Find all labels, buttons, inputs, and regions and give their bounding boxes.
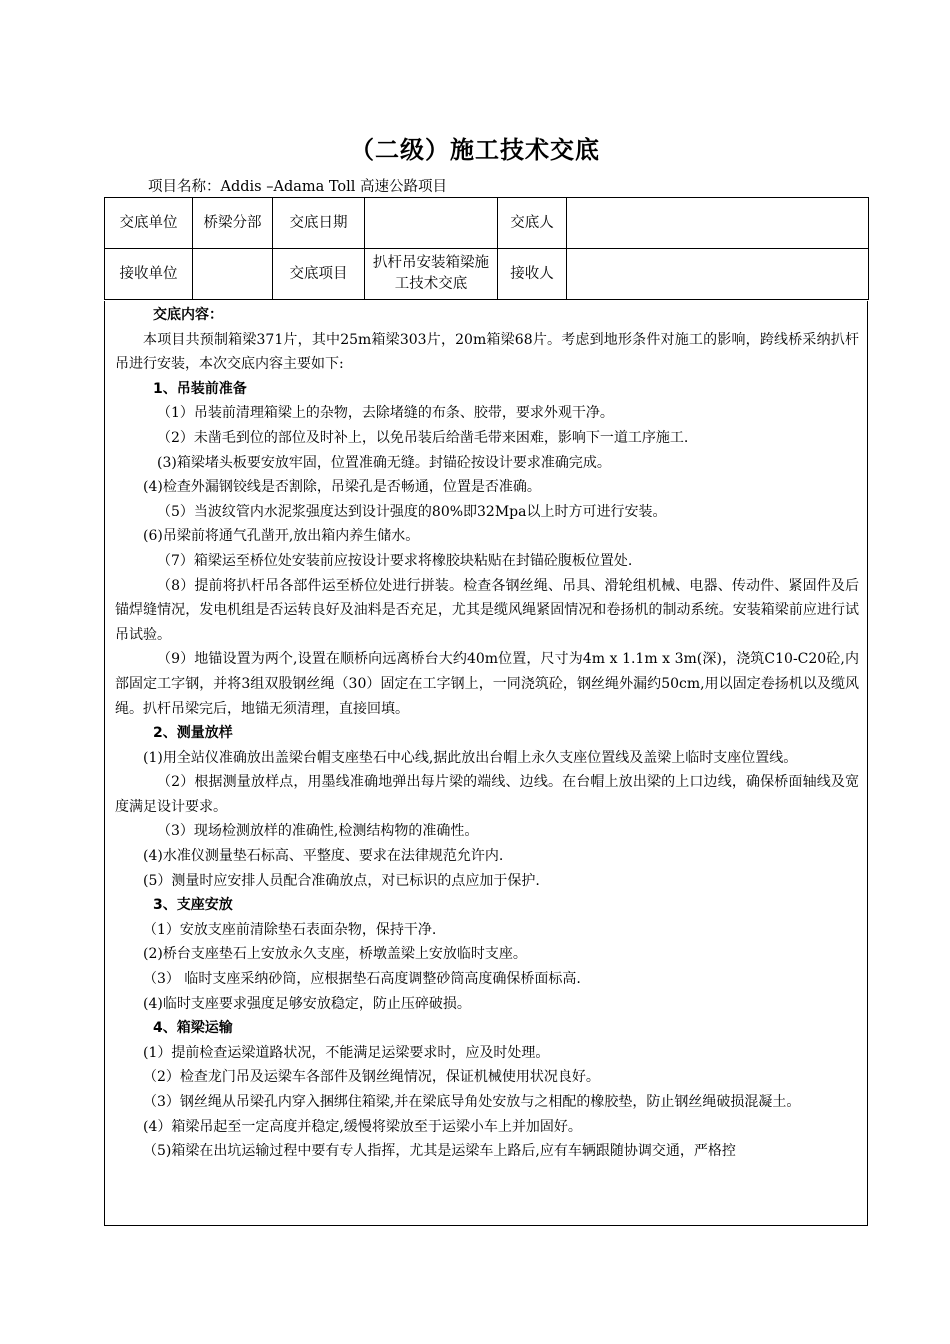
list-item: （8）提前将扒杆吊各部件运至桥位处进行拼装。检查各钢丝绳、吊具、滑轮组机械、电器、传动件、紧固件及后锚焊缝情况，发电机组是否运转良好及油料是否充足，尤其是缆风绳紧固情况和卷扬机的制动系统。安装箱梁前应进行试吊试验。	[115, 577, 859, 643]
value-date	[365, 198, 498, 249]
value-item: 扒杆吊安装箱梁施工技术交底	[365, 249, 498, 300]
section-title: 2、测量放样	[153, 725, 233, 742]
value-receiving-unit	[193, 249, 273, 300]
label-issuer: 交底人	[498, 198, 567, 249]
label-receiver: 接收人	[498, 249, 567, 300]
list-item: （2）根据测量放样点，用墨线准确地弹出每片梁的端线、边线。在台帽上放出梁的上口边线，确保桥面轴线及宽度满足设计要求。	[115, 774, 859, 815]
list-item: （9）地锚设置为两个,设置在顺桥向远离桥台大约40m位置，尺寸为4m x 1.1m x 3m(深)，浇筑C10-C20砼,内部固定工字钢，并将3组双股钢丝绳（30）固定在工字钢上，一同浇筑砼，钢丝绳外漏约50cm,用以固定卷扬机以及缆风绳。扒杆吊梁完后，地锚无须清理，直接回填。	[115, 651, 859, 717]
list-item: (2)桥台支座垫石上安放永久支座，桥墩盖梁上安放临时支座。	[143, 946, 527, 963]
list-item: （3） 临时支座采纳砂筒，应根据垫石高度调整砂筒高度确保桥面标高.	[143, 971, 581, 988]
header-table	[104, 197, 869, 300]
list-item: （7）箱梁运至桥位处安装前应按设计要求将橡胶块粘贴在封锚砼腹板位置处.	[157, 552, 633, 569]
label-receiving-unit: 接收单位	[105, 249, 193, 300]
list-item: （1）吊装前清理箱梁上的杂物，去除堵缝的布条、胶带，要求外观干净。	[157, 405, 614, 422]
document-title: （二级）施工技术交底	[350, 135, 600, 164]
list-item: （5）当波纹管内水泥浆强度达到设计强度的80%即32Mpa以上时方可进行安装。	[157, 503, 667, 520]
list-item: (4)水准仪测量垫石标高、平整度、要求在法律规范允许内.	[143, 848, 504, 865]
value-receiver	[567, 249, 869, 300]
list-item: (5）测量时应安排人员配合准确放点，对已标识的点应加于保护.	[143, 872, 540, 889]
section-title: 1、吊装前准备	[153, 380, 247, 397]
list-item: （5)箱梁在出坑运输过程中要有专人指挥，尤其是运梁车上路后,应有车辆跟随协调交通，严格控	[143, 1143, 736, 1160]
label-item: 交底项目	[273, 249, 365, 300]
list-item: （1）安放支座前清除垫石表面杂物，保持干净.	[143, 921, 437, 938]
list-item: (1)用全站仪准确放出盖梁台帽支座垫石中心线,据此放出台帽上永久支座位置线及盖梁上临时支座位置线。	[143, 749, 798, 766]
list-item: （2）检查龙门吊及运梁车各部件及钢丝绳情况，保证机械使用状况良好。	[143, 1069, 600, 1086]
label-date: 交底日期	[273, 198, 365, 249]
table-row	[105, 198, 869, 249]
content-body	[104, 301, 868, 1226]
list-item: （3）现场检测放样的准确性,检测结构物的准确性。	[157, 823, 479, 840]
list-item: (4)检查外漏钢铰线是否割除，吊梁孔是否畅通，位置是否准确。	[143, 479, 541, 496]
list-item: (4）箱梁吊起至一定高度并稳定,缓慢将梁放至于运梁小车上并加固好。	[143, 1118, 582, 1135]
list-item: (4)临时支座要求强度足够安放稳定，防止压碎破损。	[143, 995, 471, 1012]
project-name: 项目名称：Addis –Adama Toll 高速公路项目	[148, 179, 448, 195]
label-issuing-unit: 交底单位	[105, 198, 193, 249]
intro-paragraph: 本项目共预制箱梁371片，其中25m箱梁303片，20m箱梁68片。考虑到地形条件对施工的影响，跨线桥采纳扒杆吊进行安装，本次交底内容主要如下:	[115, 331, 859, 373]
list-item: （2）未凿毛到位的部位及时补上，以免吊装后给凿毛带来困难，影响下一道工序施工.	[157, 429, 689, 446]
list-item: （3）钢丝绳从吊梁孔内穿入捆绑住箱梁,并在梁底导角处安放与之相配的橡胶垫，防止钢丝绳破损混凝土。	[143, 1094, 801, 1110]
list-item: (3)箱梁堵头板要安放牢固，位置准确无缝。封锚砼按设计要求准确完成。	[157, 454, 611, 471]
content-heading: 交底内容：	[153, 307, 223, 323]
section-title: 4、箱梁运输	[153, 1020, 233, 1037]
table-row	[105, 249, 869, 300]
list-item: (1）提前检查运梁道路状况，不能满足运梁要求时，应及时处理。	[143, 1044, 550, 1061]
section-title: 3、支座安放	[153, 897, 233, 914]
list-item: (6)吊梁前将通气孔凿开,放出箱内养生储水。	[143, 528, 420, 545]
value-issuing-unit: 桥梁分部	[193, 198, 273, 249]
value-issuer	[567, 198, 869, 249]
